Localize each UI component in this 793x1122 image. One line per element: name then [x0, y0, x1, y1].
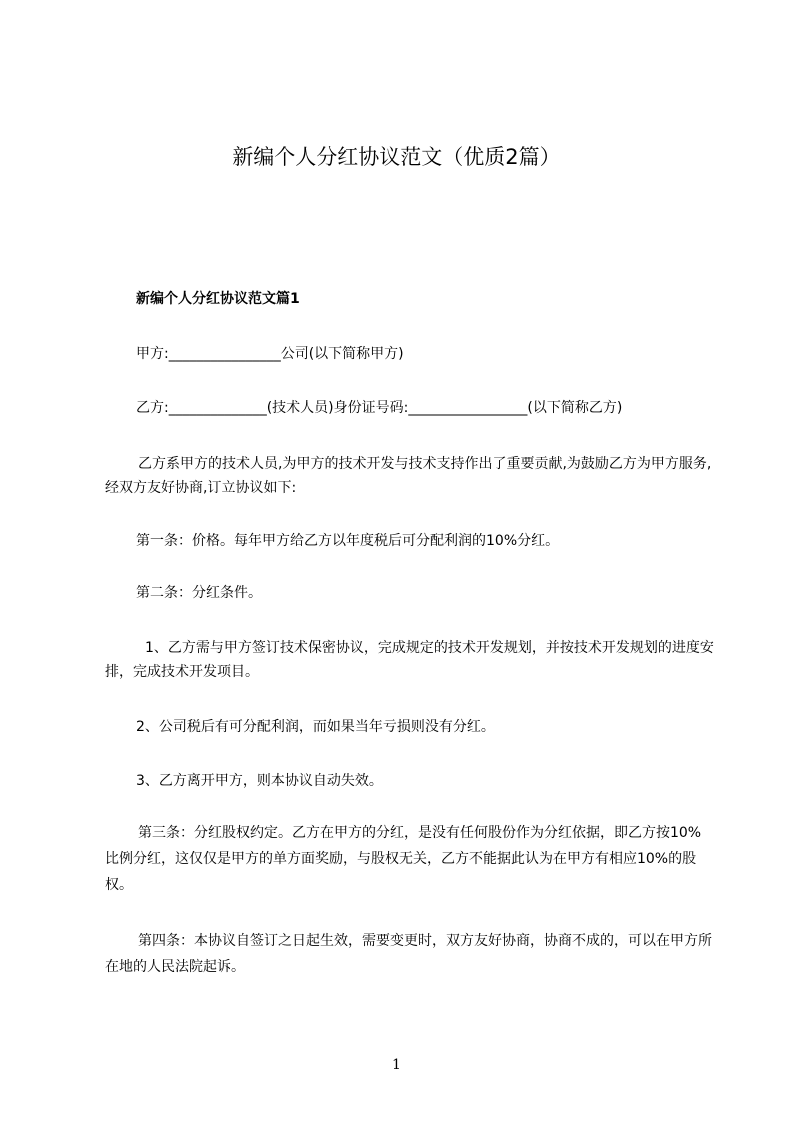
condition-3: 3、乙方离开甲方，则本协议自动失效。 — [136, 773, 383, 789]
article-3: 第三条：分红股权约定。乙方在甲方的分红，是没有任何股份作为分红依据，即乙方按10%比例分红，这仅仅是甲方的单方面奖励，与股权无关，乙方不能据此认为在甲方有相应10%的股权。 — [105, 825, 702, 893]
article-4: 第四条：本协议自签订之日起生效，需要变更时，双方友好协商，协商不成的，可以在甲方所在地的人民法院起诉。 — [105, 933, 712, 975]
article-1: 第一条：价格。每年甲方给乙方以年度税后可分配利润的10%分红。 — [136, 533, 560, 549]
article-2: 第二条：分红条件。 — [136, 585, 262, 601]
condition-2: 2、公司税后有可分配利润，而如果当年亏损则没有分红。 — [136, 719, 495, 735]
condition-1: 1、乙方需与甲方签订技术保密协议，完成规定的技术开发规划，并按技术开发规划的进度安排，完成技术开发项目。 — [105, 640, 714, 680]
party-b-line: 乙方:______________(技术人员)身份证号码:_________________(以下简称乙方) — [136, 400, 623, 416]
party-a-line: 甲方:________________公司(以下简称甲方) — [136, 346, 404, 362]
page-number: 1 — [392, 1057, 401, 1073]
document-title: 新编个人分红协议范文（优质2篇） — [232, 145, 561, 169]
section-heading: 新编个人分红协议范文篇1 — [136, 291, 300, 307]
intro-paragraph: 乙方系甲方的技术人员,为甲方的技术开发与技术支持作出了重要贡献,为鼓励乙方为甲方服务,经双方友好协商,订立协议如下: — [105, 456, 712, 496]
